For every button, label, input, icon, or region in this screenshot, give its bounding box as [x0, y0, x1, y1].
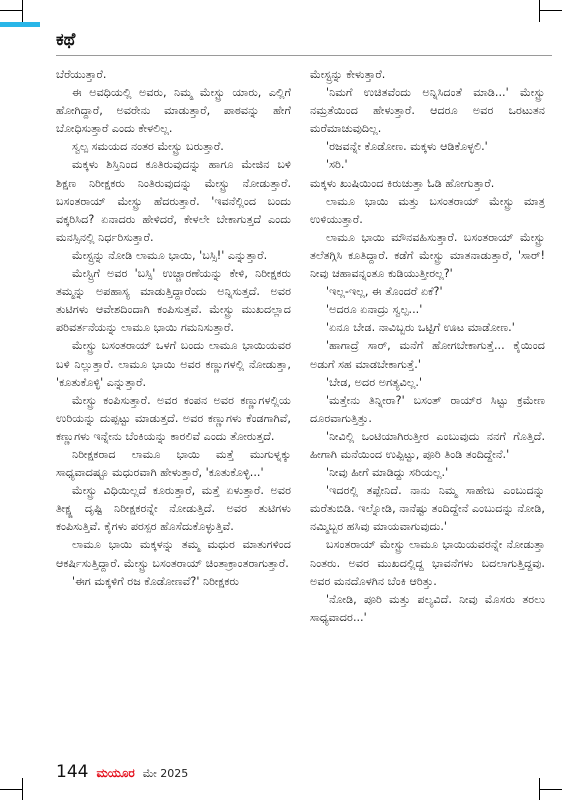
text-column-right: [310, 66, 545, 627]
paragraph: ಮೇಸ್ಟ್ರನ್ನು ನೋಡಿ ಲಾಮೂ ಭಾಯಿ, 'ಬಸ್ಸಿ!' ಎನ್ನುತ್ತಾರೆ.: [72, 248, 268, 262]
paragraph: 'ಹಾಗಾದ್ರೆ ಸಾರ್, ಮನೆಗೆ ಹೋಗಬೇಕಾಗುತ್ತೆ... ಕೈಯಿಂದ ಅಡುಗೆ ಸಹ ಮಾಡಬೇಕಾಗುತ್ತೆ.': [310, 339, 545, 371]
paragraph: 'ಈಗ ಮಕ್ಕಳಿಗೆ ರಜ ಕೊಡೋಣವೆ?' ನಿರೀಕ್ಷಕರು: [72, 574, 239, 588]
page-footer: [56, 762, 188, 782]
paragraph: 'ಸರಿ.': [326, 158, 348, 172]
crop-mark-top-left-h: [0, 10, 22, 11]
paragraph: 'ಮತ್ತೇನು ತಿನ್ನೀರಾ?' ಬಸಂತ್ ರಾಯ್‌ರ ಸಿಟ್ಟು ಕ್ರಮೇಣ ದೂರವಾಗುತ್ತಿತ್ತು.: [310, 393, 545, 425]
paragraph: ಸ್ವಲ್ಪ ಸಮಯದ ನಂತರ ಮೇಸ್ಟ್ರು ಬರುತ್ತಾರೆ.: [72, 140, 224, 154]
crop-mark-bottom-left-h: [0, 789, 22, 790]
paragraph: 'ಇದರಲ್ಲಿ ತಪ್ಪೇನಿದೆ. ನಾನು ನಿಮ್ಮ ಸಾಹೇಬ ಎಂಬುದನ್ನು ಮರೆತುಬಿಡಿ. ಇಲ್ನೋಡಿ, ನಾನೆಷ್ಟು ತಂದಿದ್ದೇನೆ ಎಂಬುದನ್ನು ನೋಡಿ, ನಮ್ಮಿಬ್ಬರ ಹಸಿವು ಮಾಯವಾಗುವುದು.': [310, 484, 545, 534]
paragraph: ಬೆರೆಯುತ್ತಾರೆ.: [56, 68, 107, 81]
page-number: 144: [56, 762, 89, 782]
paragraph: ಲಾಮೂ ಭಾಯಿ ಮೌನವಹಿಸುತ್ತಾರೆ. ಬಸಂತರಾಯ್ ಮೇಸ್ಟ್ರು ತಲೆತಗ್ಗಿಸಿ ಕೂತಿದ್ದಾರೆ. ಕಡೆಗೆ ಮೇಸ್ಟ್ರು ಮಾತನಾಡುತ್ತಾರೆ, 'ಸಾರ್! ನೀವು ಚಹಾವನ್ನಂತೂ ಕುಡಿಯುತ್ತೀರಲ್ಲ?': [310, 230, 545, 281]
header-divider: [56, 55, 552, 56]
paragraph: ಮೇಸ್ಟ್ರು ಕಂಪಿಸುತ್ತಾರೆ. ಅವರ ಕಂಪನ ಅವರ ಕಣ್ಣುಗಳಲ್ಲಿಯ ಉರಿಯನ್ನು ದುಪ್ಪಟ್ಟು ಮಾಡುತ್ತದೆ. ಅವರ ಕಣ್ಣುಗಳು ಕೆಂಡಗಾಗಿವೆ, ಕಣ್ಣುಗಳು ಇನ್ನೇನು ಬೆಂಕಿಯನ್ನು ಕಾರಲಿವೆ ಎಂದು ತೋರುತ್ತದೆ.: [56, 393, 291, 443]
paragraph: 'ನೋಡಿ, ಪೂರಿ ಮತ್ತು ಪಲ್ಯವಿದೆ. ನೀವು ಮೊಸರು ತರಲು ಸಾಧ್ಯವಾದರ...': [310, 592, 545, 624]
paragraph: 'ನೀವಿಲ್ಲಿ ಒಂಟಿಯಾಗಿರುತ್ತೀರ ಎಂಬುವುದು ನನಗೆ ಗೊತ್ತಿದೆ. ಹೀಗಾಗಿ ಮನೆಯಿಂದ ಉಪ್ಪಿಟ್ಟು, ಪೂರಿ ತಿಂಡಿ ತಂದಿದ್ದೇನೆ.': [310, 429, 545, 461]
paragraph: ಮೇಸ್ಟ್ರಿಗೆ ಅವರ 'ಬಸ್ಸಿ' ಉಚ್ಚಾರಣೆಯನ್ನು ಕೇಳಿ, ನಿರೀಕ್ಷಕರು ತಮ್ಮನ್ನು ಅಪಹಾಸ್ಯ ಮಾಡುತ್ತಿದ್ದಾರೆಂದು ಅನ್ನಿಸುತ್ತದೆ. ಅವರ ತುಟಿಗಳು ಆವೇಶದಿಂದಾಗಿ ಕಂಪಿಸುತ್ತವೆ. ಮೇಸ್ಟ್ರು ಮುಖದಲ್ಲಾದ ಪರಿವರ್ತನೆಯನ್ನು ಲಾಮೂ ಭಾಯಿ ಗಮನಿಸುತ್ತಾರೆ.: [56, 267, 291, 335]
section-title: ಕಥೆ: [56, 30, 76, 50]
paragraph: 'ನಿಮಗೆ ಉಚಿತವೆಂದು ಅನ್ನಿಸಿದಂತೆ ಮಾಡಿ...' ಮೇಸ್ಟ್ರು ನಮ್ರತೆಯಿಂದ ಹೇಳುತ್ತಾರೆ. ಆದರೂ ಅವರ ಒರಟುತನ ಮರೆಮಾಚುವುದಿಲ್ಲ.: [310, 86, 545, 136]
crop-mark-top-right-v: [539, 0, 540, 22]
paragraph: 'ರಜವನ್ನೇ ಕೊಡೋಣ. ಮಕ್ಕಳು ಆಡಿಕೊಳ್ಳಲಿ.': [326, 140, 488, 154]
paragraph: 'ಅದರೂ ಏನಾದ್ರು ಸ್ವಲ್ಪ...': [326, 303, 423, 317]
crop-mark-top-right-h: [540, 10, 562, 11]
paragraph: ಲಾಮೂ ಭಾಯಿ ಮತ್ತು ಬಸಂತರಾಯ್ ಮೇಸ್ಟ್ರು ಮಾತ್ರ ಉಳಿಯುತ್ತಾರೆ.: [310, 194, 545, 226]
paragraph: ಮೇಸ್ಟ್ರು ಬಸಂತರಾಯ್ ಒಳಗೆ ಬಂದು ಲಾಮೂ ಭಾಯಿಯವರ ಬಳಿ ನಿಲ್ಲುತ್ತಾರೆ. ಲಾಮೂ ಭಾಯಿ ಅವರ ಕಣ್ಣುಗಳಲ್ಲಿ ನೋಡುತ್ತಾ, 'ಕೂತುಕೊಳ್ಳಿ' ಎನ್ನುತ್ತಾರೆ.: [56, 339, 291, 389]
paragraph: 'ಇಲ್ಲ-ಇಲ್ಲ, ಈ ತೊಂದರೆ ಏಕೆ?': [326, 285, 443, 299]
paragraph: 'ಬೇಡ, ಅದರ ಅಗತ್ಯವಿಲ್ಲ.': [326, 375, 423, 389]
crop-mark-top-left-v: [22, 0, 23, 22]
paragraph: ಈ ಅವಧಿಯಲ್ಲಿ ಅವರು, ನಿಮ್ಮ ಮೇಸ್ಟ್ರು ಯಾರು, ಎಲ್ಲಿಗೆ ಹೋಗಿದ್ದಾರೆ, ಅವರೇನು ಮಾಡುತ್ತಾರೆ, ಪಾಠವನ್ನು ಹೇಗೆ ಬೋಧಿಸುತ್ತಾರೆ ಎಂದು ಕೇಳಲಿಲ್ಲ.: [56, 86, 291, 136]
paragraph: ಮಕ್ಕಳು ಖುಷಿಯಿಂದ ಕಿರುಚುತ್ತಾ ಓಡಿ ಹೋಗುತ್ತಾರೆ.: [310, 176, 495, 190]
paragraph: ಮೇಸ್ಟ್ರನ್ನು ಕೇಳುತ್ತಾರೆ.: [310, 68, 386, 81]
paragraph: 'ಏನೂ ಬೇಡ. ನಾವಿಬ್ಬರು ಒಟ್ಟಿಗೆ ಊಟ ಮಾಡೋಣ.': [326, 321, 515, 335]
crop-mark-bottom-left-v: [22, 778, 23, 800]
paragraph: ಮೇಸ್ಟ್ರು ವಿಧಿಯಿಲ್ಲದೆ ಕೂರುತ್ತಾರೆ, ಮತ್ತೆ ಏಳುತ್ತಾರೆ. ಅವರ ತೀಕ್ಷ್ಣ ದೃಷ್ಟಿ ನಿರೀಕ್ಷಕರನ್ನೇ ನೋಡುತ್ತಿದೆ. ಅವರ ತುಟಿಗಳು ಕಂಪಿಸುತ್ತಿವೆ. ಕೈಗಳು ಪರಸ್ಪರ ಹೊಸೆದುಕೊಳ್ಳುತ್ತಿವೆ.: [56, 484, 291, 534]
paragraph: ಬಸಂತರಾಯ್ ಮೇಸ್ಟ್ರು ಲಾಮೂ ಭಾಯಿಯವರನ್ನೇ ನೋಡುತ್ತಾ ನಿಂತರು. ಅವರ ಮುಖದಲ್ಲಿದ್ದ ಭಾವನೆಗಳು ಬದಲಾಗುತ್ತಿದ್ದವು. ಅವರ ಮನದೊಳಗಿನ ಬೆಂಕಿ ಆರಿತ್ತು.: [310, 538, 545, 588]
crop-mark-bottom-right-v: [539, 778, 540, 800]
crop-mark-bottom-right-h: [540, 789, 562, 790]
section-accent-bar: [0, 22, 40, 27]
paragraph: ಲಾಮೂ ಭಾಯಿ ಮಕ್ಕಳನ್ನು ತಮ್ಮ ಮಧುರ ಮಾತುಗಳಿಂದ ಆಕರ್ಷಿಸುತ್ತಿದ್ದಾರೆ. ಮೇಸ್ಟ್ರು ಬಸಂತರಾಯ್ ಚಿಂತಾಕ್ರಾಂತರಾಗುತ್ತಾರೆ.: [56, 538, 291, 570]
paragraph: 'ನೀವು ಹೀಗೆ ಮಾಡಿದ್ದು ಸರಿಯಲ್ಲ.': [326, 466, 449, 480]
issue-date: ಮೇ 2025: [142, 767, 189, 780]
magazine-logo: ಮಯೂರ: [96, 766, 135, 780]
paragraph: ನಿರೀಕ್ಷಕರಾದ ಲಾಮೂ ಭಾಯಿ ಮತ್ತೆ ಮುಗುಳ್ನಕ್ಕು ಸಾಧ್ಯವಾದಷ್ಟೂ ಮಧುರವಾಗಿ ಹೇಳುತ್ತಾರೆ, 'ಕೂತುಕೊಳ್ಳಿ...': [56, 447, 291, 480]
text-column-left: [56, 66, 291, 591]
paragraph: ಮಕ್ಕಳು ಶಿಸ್ತಿನಿಂದ ಕೂತಿರುವುದನ್ನು ಹಾಗೂ ಮೇಜಿನ ಬಳಿ ಶಿಕ್ಷಣ ನಿರೀಕ್ಷಕರು ನಿಂತಿರುವುದನ್ನು ಮೇಸ್ಟ್ರು ನೋಡುತ್ತಾರೆ. ಬಸಂತರಾಯ್ ಮೇಸ್ಟ್ರು ಹೆದರುತ್ತಾರೆ. 'ಇವನೆಲ್ಲಿಂದ ಬಂದು ವಕ್ಕರಿಸಿದ? ಏನಾದರು ಹೇಳಿದರೆ, ಕೇಳಲೇ ಬೇಕಾಗುತ್ತದೆ ಎಂದು ಮನಸ್ಸಿನಲ್ಲಿ ನಿರ್ಧರಿಸುತ್ತಾರೆ.: [56, 158, 291, 244]
